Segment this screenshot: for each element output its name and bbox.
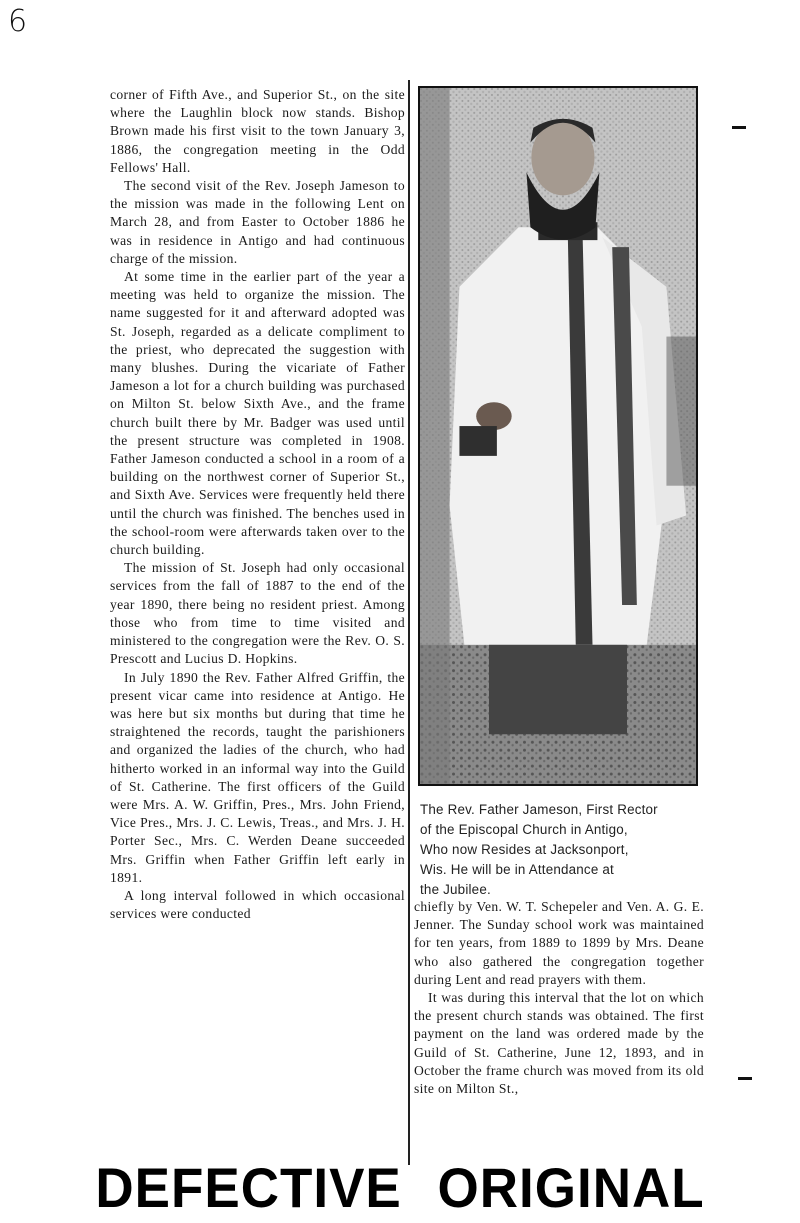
portrait-photo [418,86,698,786]
page-number: 6 [8,4,28,39]
paragraph: The second visit of the Rev. Joseph Jameson to the mission was made in the following Lent on March 28, and from Easter to October 1886 he was in residence in Antigo and had continuous charge of the mission. [110,178,405,266]
margin-mark-top [732,126,746,129]
article-left-column [110,86,405,923]
paragraph: The mission of St. Joseph had only occasional services from the fall of 1887 to the end of the year 1890, there being no resident priest. Among those who from time to time visited and ministered to the congregation were the Rev. O. S. Prescott and Lucius D. Hopkins. [110,560,405,667]
caption-line: The Rev. Father Jameson, First Rector [420,802,658,817]
margin-mark-bottom [738,1077,752,1080]
paragraph: At some time in the earlier part of the year a meeting was held to organize the mission. The name suggested for it and afterward adopted was St. Joseph, regarded as a delicate compliment to the priest, who deprecated the suggestion with many blushes. During the vicariate of Father Jameson a lot for a church building was purchased on Milton St. below Sixth Ave., and the frame church built there by Mr. Badger was used until the present structure was completed in 1908. Father Jameson conducted a school in a room of a building on the northwest corner of Superior St., and Sixth Ave. Services were frequently held there until the church was finished. The benches used in the school-room were afterwards taken over to the church building. [110,269,405,558]
paragraph: In July 1890 the Rev. Father Alfred Griffin, the present vicar came into residence at Antigo. He was here but six months but during that time he straightened the records, taught the parishioners and organized the ladies of the church, who had hitherto worked in an informal way into the Guild of St. Catherine. The first officers of the Guild were Mrs. A. W. Griffin, Pres., Mrs. John Friend, Vice Pres., Mrs. J. C. Lewis, Treas., and Mrs. J. H. Porter Sec., Mrs. C. Werden Deane succeeded Mrs. Griffin when Father Griffin left early in 1891. [110,669,405,885]
paragraph: A long interval followed in which occasional services were conducted [110,887,405,922]
caption-line: the Jubilee. [420,882,491,897]
portrait-image [420,88,696,784]
column-rule [408,80,410,1165]
paragraph: corner of Fifth Ave., and Superior St., on the site where the Laughlin block now stands. Bishop Brown made his first visit to the town January 3, 1886, the congregation meeting in the Odd Fellows' Hall. [110,87,405,175]
defective-original-stamp [0,1156,800,1220]
caption-line: Wis. He will be in Attendance at [420,862,614,877]
caption-line: of the Episcopal Church in Antigo, [420,822,628,837]
paragraph: It was during this interval that the lot on which the present church stands was obtained. The first payment on the land was ordered made by the Guild of St. Catherine, June 12, 1893, and in October the frame church was moved from its old site on Milton St., [414,990,704,1097]
stamp-word-original: ORIGINAL [437,1157,705,1220]
photo-caption [420,800,710,900]
article-right-column [414,898,704,1098]
paragraph: chiefly by Ven. W. T. Schepeler and Ven. A. G. E. Jenner. The Sunday school work was maintained for ten years, from 1889 to 1899 by Mrs. Deane who also gathered the congregation together during Lent and read prayers with them. [414,899,704,987]
caption-line: Who now Resides at Jacksonport, [420,842,629,857]
stamp-word-defective: DEFECTIVE [95,1157,402,1220]
